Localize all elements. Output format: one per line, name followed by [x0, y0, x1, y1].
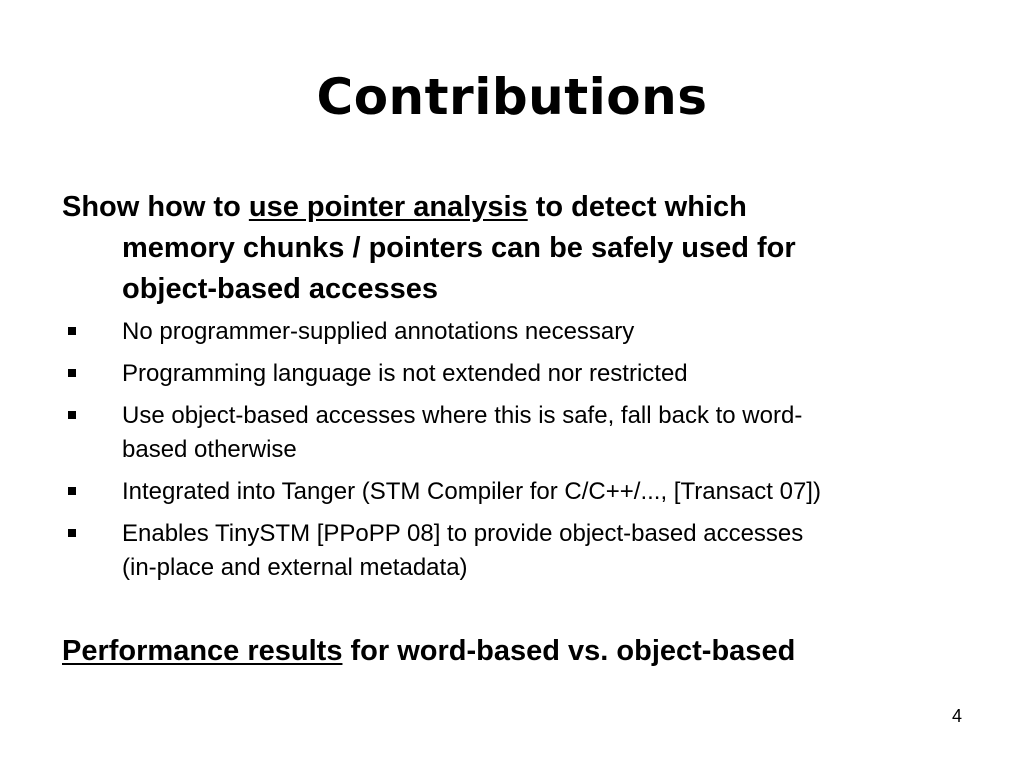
main-point-line-3: object-based accesses: [122, 273, 438, 305]
bullet-item: [62, 315, 962, 349]
main-point-suffix: to detect which: [527, 191, 747, 223]
square-bullet-icon: [68, 411, 76, 419]
bullet-text: No programmer-supplied annotations necessary: [122, 318, 635, 345]
bullet-item: [62, 399, 962, 467]
main-point-emphasis: use pointer analysis: [248, 191, 528, 223]
square-bullet-icon: [68, 369, 76, 377]
main-point-line-2: memory chunks / pointers can be safely used for: [122, 232, 796, 264]
page-number: 4: [951, 706, 962, 726]
square-bullet-icon: [68, 487, 76, 495]
main-point-performance: [62, 631, 942, 672]
main-point-prefix: Show how to: [62, 191, 249, 223]
bullet-text: Enables TinySTM [PPoPP 08] to provide object-based accesses: [122, 520, 804, 547]
main-point-emphasis: Performance results: [62, 635, 343, 667]
bullet-text-continued: based otherwise: [122, 436, 297, 463]
main-point-suffix: for word-based vs. object-based: [342, 635, 796, 667]
bullet-list: [62, 315, 962, 593]
bullet-text: Programming language is not extended nor restricted: [122, 360, 688, 387]
square-bullet-icon: [68, 529, 76, 537]
bullet-text: Use object-based accesses where this is safe, fall back to word-: [122, 402, 803, 429]
slide-title: Contributions: [316, 68, 708, 126]
bullet-text-continued: (in-place and external metadata): [122, 554, 468, 581]
bullet-item: [62, 475, 962, 509]
square-bullet-icon: [68, 327, 76, 335]
bullet-item: [62, 517, 962, 585]
main-point-pointer-analysis: [62, 187, 942, 310]
bullet-item: [62, 357, 962, 391]
bullet-text: Integrated into Tanger (STM Compiler for C/C++/..., [Transact 07]): [122, 478, 821, 505]
